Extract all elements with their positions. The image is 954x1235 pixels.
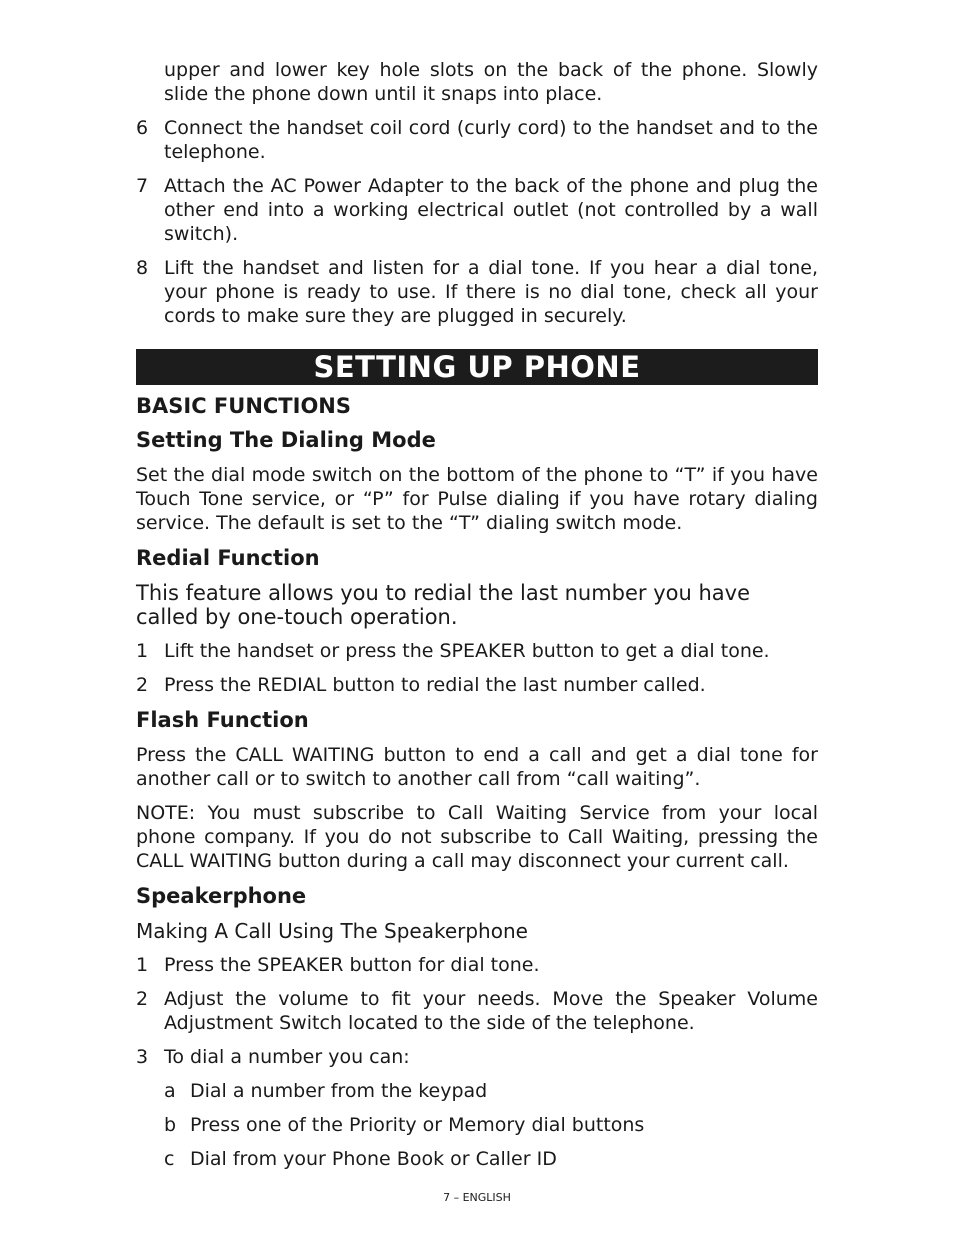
step-text: Connect the handset coil cord (curly cord) to the handset and to the telephone. <box>164 117 818 163</box>
speakerphone-subheading: Making A Call Using The Speakerphone <box>136 919 528 943</box>
option-letter: b <box>164 1114 177 1136</box>
option-letter: c <box>164 1148 175 1170</box>
step-number: 3 <box>136 1046 149 1068</box>
dialing-mode-heading: Setting The Dialing Mode <box>136 428 436 452</box>
flash-heading: Flash Function <box>136 708 309 732</box>
option-letter: a <box>164 1080 176 1102</box>
step-text: To dial a number you can: <box>164 1046 410 1068</box>
step-text: Adjust the volume to fit your needs. Move the Speaker Volume Adjustment Switch located to the side of the telephone. <box>164 988 818 1034</box>
step-number: 8 <box>136 257 149 279</box>
section-banner: SETTING UP PHONE <box>136 349 818 385</box>
step-text: Press the REDIAL button to redial the last number called. <box>164 674 706 696</box>
manual-page <box>136 58 818 1181</box>
dialing-mode-text: Set the dial mode switch on the bottom of the phone to “T” if you have Touch Tone service, or “P” for Pulse dialing if you have rotary dialing service. The default is set to the “T” dialing switch mode. <box>136 464 818 534</box>
option-text: Dial from your Phone Book or Caller ID <box>190 1148 557 1170</box>
speakerphone-step-1 <box>136 953 818 977</box>
step-number: 1 <box>136 640 149 662</box>
step-number: 1 <box>136 954 149 976</box>
basic-functions-heading: BASIC FUNCTIONS <box>136 394 351 418</box>
speakerphone-step-3 <box>136 1045 818 1069</box>
install-step-6 <box>136 116 818 164</box>
flash-text: Press the CALL WAITING button to end a call and get a dial tone for another call or to switch to another call from “call waiting”. <box>136 744 818 790</box>
step-number: 2 <box>136 674 149 696</box>
flash-note: NOTE: You must subscribe to Call Waiting Service from your local phone company. If you do not subscribe to Call Waiting, pressing the CALL WAITING button during a call may disconnect your current call. <box>136 802 818 872</box>
step-number: 7 <box>136 175 149 197</box>
install-step-7 <box>136 174 818 246</box>
step-text: Press the SPEAKER button for dial tone. <box>164 954 540 976</box>
option-text: Dial a number from the keypad <box>190 1080 488 1102</box>
step-number: 2 <box>136 988 149 1010</box>
redial-lead-text: This feature allows you to redial the last number you have called by one-touch operation. <box>136 581 751 629</box>
speakerphone-step-2 <box>136 987 818 1035</box>
step-text: Lift the handset or press the SPEAKER button to get a dial tone. <box>164 640 770 662</box>
continued-step-text: upper and lower key hole slots on the back of the phone. Slowly slide the phone down until it snaps into place. <box>164 59 818 105</box>
page-footer: 7 – ENGLISH <box>443 1191 511 1204</box>
dial-option-a <box>136 1079 818 1103</box>
redial-step-2 <box>136 673 818 697</box>
step-number: 6 <box>136 117 149 139</box>
dial-option-b <box>136 1113 818 1137</box>
dial-option-c <box>136 1147 818 1171</box>
speakerphone-heading: Speakerphone <box>136 884 307 908</box>
step-text: Attach the AC Power Adapter to the back of the phone and plug the other end into a working electrical outlet (not controlled by a wall switch). <box>164 175 818 245</box>
step-text: Lift the handset and listen for a dial tone. If you hear a dial tone, your phone is ready to use. If there is no dial tone, check all your cords to make sure they are plugged in securely. <box>164 257 818 327</box>
install-step-8 <box>136 256 818 328</box>
redial-step-1 <box>136 639 818 663</box>
redial-heading: Redial Function <box>136 546 320 570</box>
option-text: Press one of the Priority or Memory dial buttons <box>190 1114 645 1136</box>
